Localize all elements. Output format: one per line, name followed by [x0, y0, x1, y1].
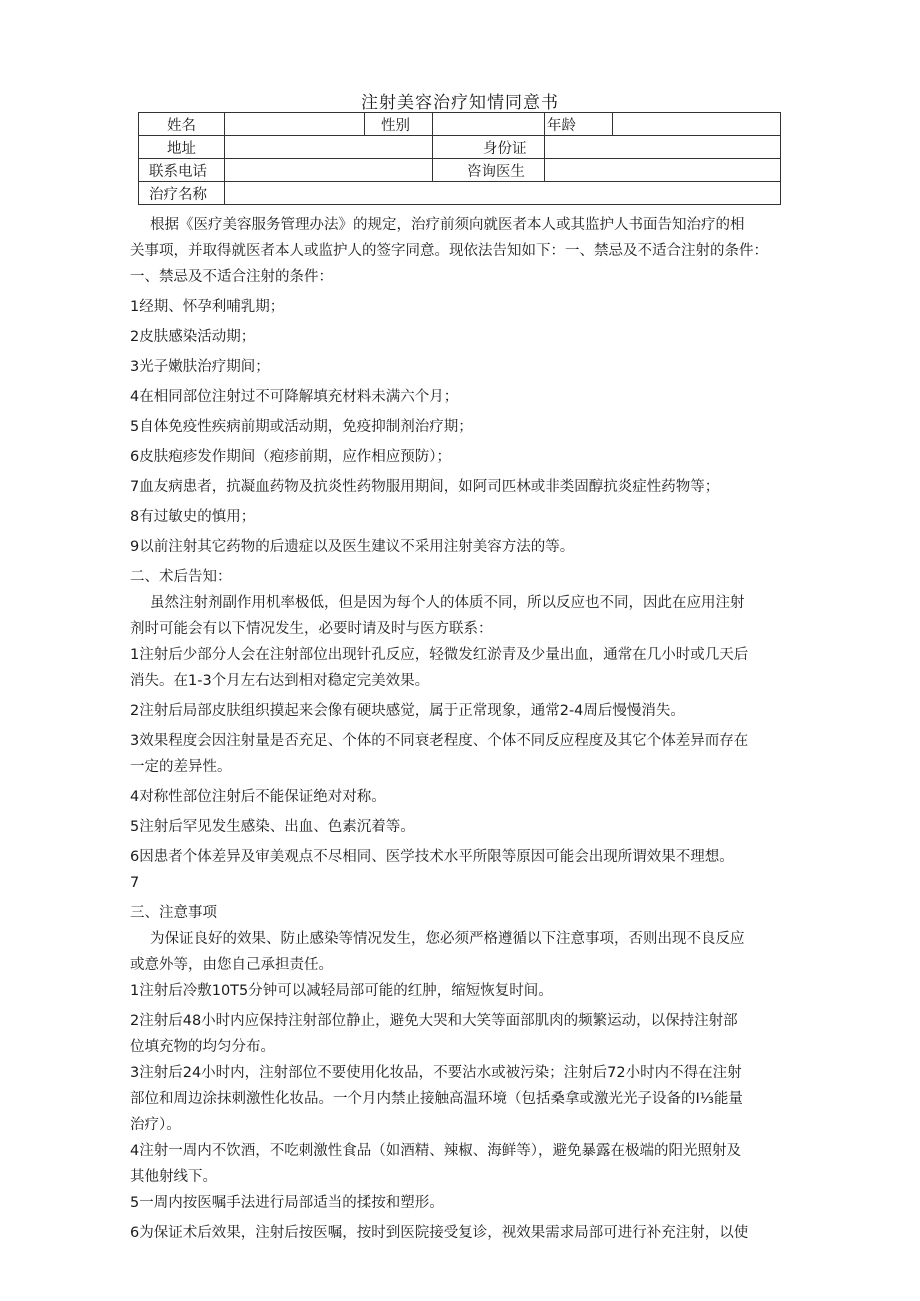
section1-heading: 一、禁忌及不适合注射的条件：	[130, 269, 333, 285]
list-item: 1注射后少部分人会在注射部位出现针孔反应，轻微发红淤青及少量出血，通常在几小时或几天后	[130, 647, 749, 663]
list-item: 部位和周边涂抹刺激性化妆品。一个月内禁止接触高温环境（包括桑拿或激光光子设备的I⅓能量	[130, 1091, 743, 1107]
table-row	[139, 159, 781, 182]
list-item: 2注射后48小时内应保持注射部位静止，避免大哭和大笑等面部肌肉的频繁运动，以保持注射部	[130, 1013, 738, 1029]
intro-line: 关事项，并取得就医者本人或监护人的签字同意。现依法告知如下：一、禁忌及不适合注射的条件：	[130, 243, 768, 259]
phone-label: 联系电话	[139, 159, 225, 182]
address-field[interactable]	[225, 136, 433, 159]
list-item: 3光子嫩肤治疗期间；	[130, 359, 270, 375]
list-item: 2皮肤感染活动期；	[130, 329, 256, 345]
doctor-label: 咨询医生	[433, 159, 545, 182]
list-item: 治疗）。	[130, 1117, 181, 1133]
list-item: 5自体免疫性疾病前期或活动期，免疫抑制剂治疗期；	[130, 419, 473, 435]
section2-heading: 二、术后告知：	[130, 569, 232, 585]
list-item: 2注射后局部皮肤组织摸起来会像有硬块感觉，属于正常现象，通常2-4周后慢慢消失。	[130, 703, 685, 719]
list-item: 7血友病患者，抗凝血药物及抗炎性药物服用期间，如阿司匹林或非类固醇抗炎症性药物等；	[130, 479, 720, 495]
consent-body	[130, 212, 792, 1246]
list-item: 9以前注射其它药物的后遗症以及医生建议不采用注射美容方法的等。	[130, 539, 575, 555]
list-item: 6因患者个体差异及审美观点不尽相同、医学技术水平所限等原因可能会出现所谓效果不理想。	[130, 849, 734, 865]
treatment-label: 治疗名称	[139, 182, 225, 205]
gender-field[interactable]	[433, 113, 545, 136]
list-item: 5注射后罕见发生感染、出血、色素沉着等。	[130, 819, 415, 835]
gender-label: 性别	[365, 113, 433, 136]
list-item: 消失。在1-3个月左右达到相对稳定完美效果。	[130, 673, 430, 689]
list-item: 8有过敏史的慎用；	[130, 509, 256, 525]
section3-intro: 或意外等，由您自己承担责任。	[130, 957, 333, 973]
name-field[interactable]	[225, 113, 365, 136]
id-field[interactable]	[545, 136, 781, 159]
address-label: 地址	[139, 136, 225, 159]
list-item: 1注射后冷敷10T5分钟可以减轻局部可能的红肿，缩短恢复时间。	[130, 983, 553, 999]
list-item: 4注射一周内不饮酒，不吃刺激性食品（如酒精、辣椒、海鲜等），避免暴露在极端的阳光照射及	[130, 1143, 741, 1159]
age-label: 年龄	[545, 113, 613, 136]
patient-info-table	[138, 112, 781, 205]
section3-heading: 三、注意事项	[130, 905, 217, 921]
list-item: 6皮肤疱疹发作期间（疱疹前期，应作相应预防）；	[130, 449, 451, 465]
phone-field[interactable]	[225, 159, 433, 182]
list-item: 3效果程度会因注射量是否充足、个体的不同衰老程度、个体不同反应程度及其它个体差异而存在	[130, 733, 749, 749]
section2-intro: 虽然注射剂副作用机率极低，但是因为每个人的体质不同，所以反应也不同，因此在应用注射	[150, 595, 745, 611]
table-row	[139, 182, 781, 205]
section2-intro: 剂时可能会有以下情况发生，必要时请及时与医方联系：	[130, 621, 493, 637]
list-item: 1经期、怀孕利哺乳期；	[130, 299, 285, 315]
list-item: 4在相同部位注射过不可降解填充材料未满六个月；	[130, 389, 459, 405]
treatment-field[interactable]	[225, 182, 781, 205]
list-item: 4对称性部位注射后不能保证绝对对称。	[130, 789, 386, 805]
list-item: 6为保证术后效果，注射后按医嘱，按时到医院接受复诊，视效果需求局部可进行补充注射，以使	[130, 1225, 749, 1241]
name-label: 姓名	[139, 113, 225, 136]
list-item: 其他射线下。	[130, 1169, 217, 1185]
intro-line: 根据《医疗美容服务管理办法》的规定，治疗前须向就医者本人或其监护人书面告知治疗的相	[150, 217, 745, 233]
list-item: 位填充物的均匀分布。	[130, 1039, 275, 1055]
id-label: 身份证	[433, 136, 545, 159]
list-item: 5一周内按医嘱手法进行局部适当的揉按和塑形。	[130, 1195, 444, 1211]
list-item: 3注射后24小时内，注射部位不要使用化妆品，不要沾水或被污染；注射后72小时内不得在注射	[130, 1065, 742, 1081]
table-row	[139, 136, 781, 159]
doctor-field[interactable]	[545, 159, 781, 182]
age-field[interactable]	[613, 113, 781, 136]
list-item: 一定的差异性。	[130, 759, 232, 775]
section3-intro: 为保证良好的效果、防止感染等情况发生，您必须严格遵循以下注意事项，否则出现不良反应	[150, 931, 745, 947]
document-title: 注射美容治疗知情同意书	[361, 93, 559, 113]
table-row	[139, 113, 781, 136]
list-item: 7	[130, 875, 140, 891]
